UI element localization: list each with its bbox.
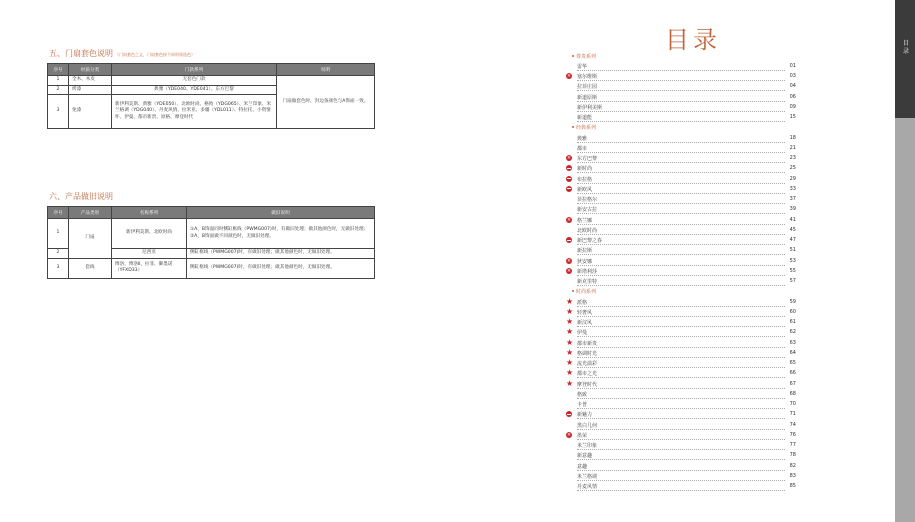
row-category: 套线 bbox=[69, 258, 112, 278]
distress-table bbox=[47, 206, 375, 279]
toc-item-page: 21 bbox=[789, 144, 796, 151]
toc-item-label: 塞尔维斯 bbox=[577, 74, 598, 80]
toc-item[interactable] bbox=[563, 482, 796, 492]
toc-item-label: 新道原斯 bbox=[577, 94, 598, 101]
toc-item-page: 62 bbox=[789, 329, 796, 336]
star-icon: ★ bbox=[566, 368, 574, 378]
toc-item-label: 新克里特 bbox=[577, 279, 598, 285]
toc-item[interactable] bbox=[563, 359, 796, 369]
close-circle-icon: × bbox=[566, 155, 572, 161]
toc-item-label: 东方巴黎 bbox=[577, 156, 598, 162]
minus-circle-icon bbox=[566, 186, 572, 192]
toc-item[interactable] bbox=[563, 420, 796, 430]
row-no: 2 bbox=[48, 85, 69, 95]
toc-item-label: 格调时光 bbox=[577, 350, 598, 357]
section6-title: 六、产品做旧说明 bbox=[49, 192, 113, 201]
row-series: 尼西亚 bbox=[112, 249, 187, 259]
toc-item-label: 流光溢彩 bbox=[577, 361, 598, 367]
toc-item[interactable] bbox=[563, 400, 796, 410]
toc-item[interactable] bbox=[563, 379, 796, 389]
toc-item-page: 09 bbox=[789, 103, 796, 110]
toc-item[interactable] bbox=[563, 338, 796, 348]
toc-item-page: 65 bbox=[789, 360, 796, 366]
toc-item[interactable] bbox=[563, 307, 796, 317]
toc-item-label: 格兰娜 bbox=[577, 217, 593, 224]
header-cell: 说明 bbox=[277, 64, 375, 76]
row-category: 门扇 bbox=[69, 219, 112, 259]
toc-item-page: 76 bbox=[789, 431, 796, 438]
star-icon: ★ bbox=[566, 306, 574, 316]
toc-item[interactable] bbox=[563, 195, 796, 205]
toc-group-label: 尊贵系列 bbox=[576, 53, 597, 60]
toc-item-page: 41 bbox=[789, 216, 796, 223]
toc-item-label: 新伊利美斯 bbox=[577, 104, 603, 111]
toc-item[interactable] bbox=[563, 215, 796, 225]
dot-leader bbox=[577, 490, 785, 491]
star-icon: ★ bbox=[566, 378, 574, 388]
door-color-table bbox=[47, 63, 375, 129]
toc-item-label: 格致 bbox=[577, 391, 588, 398]
toc-item[interactable] bbox=[563, 61, 796, 71]
toc-item[interactable] bbox=[563, 205, 796, 215]
toc-item[interactable] bbox=[563, 328, 796, 338]
toc-item[interactable] bbox=[563, 266, 796, 276]
toc-group bbox=[563, 123, 796, 133]
toc-item-page: 70 bbox=[789, 401, 796, 407]
toc-item-page: 60 bbox=[789, 308, 796, 315]
star-icon: ★ bbox=[566, 327, 574, 337]
row-no: 3 bbox=[48, 258, 69, 278]
bullet-icon bbox=[572, 126, 574, 128]
row-no: 1 bbox=[48, 219, 69, 249]
bullet-icon bbox=[572, 55, 574, 57]
toc-item[interactable] bbox=[563, 113, 796, 123]
toc-item[interactable] bbox=[563, 297, 796, 307]
minus-circle-icon bbox=[566, 411, 572, 417]
toc-item-page: 67 bbox=[789, 380, 796, 387]
toc-group bbox=[563, 51, 796, 61]
toc-item-page: 06 bbox=[789, 93, 796, 100]
table-row bbox=[48, 258, 375, 278]
toc-item-page: 59 bbox=[789, 298, 796, 305]
toc-item-page: 04 bbox=[789, 83, 796, 90]
toc-item[interactable] bbox=[563, 441, 796, 451]
header-cell: 名称系列 bbox=[112, 207, 187, 219]
toc-item-label: 派格 bbox=[577, 299, 588, 306]
toc-item-label: 意趣 bbox=[577, 463, 588, 470]
toc-item-page: 55 bbox=[789, 267, 796, 274]
close-circle-icon: × bbox=[566, 267, 572, 274]
toc-item-label: 伊曼 bbox=[577, 330, 588, 337]
toc-item-page: 51 bbox=[789, 247, 796, 254]
toc-item-label: 新欧风 bbox=[577, 186, 593, 193]
toc-item-page: 18 bbox=[789, 134, 796, 141]
toc-item-label: 新拉斯 bbox=[577, 248, 593, 255]
bullet-icon bbox=[572, 290, 574, 292]
toc-item[interactable] bbox=[563, 471, 796, 481]
toc-item-label: 新道能 bbox=[577, 115, 593, 121]
toc-item-label: 拉菲庄园 bbox=[577, 84, 598, 91]
header-cell: 材质分类 bbox=[69, 64, 112, 76]
toc-item-label: 菲拉格尔 bbox=[577, 197, 598, 203]
table-row bbox=[48, 219, 375, 249]
toc-item[interactable] bbox=[563, 72, 796, 82]
toc-item-page: 25 bbox=[789, 165, 796, 172]
row-material: 免漆 bbox=[69, 95, 112, 129]
toc-item-page: 63 bbox=[789, 339, 796, 346]
row-desc: 侧缸框线（PWMG007)时，有做旧处理；做其他颜色时，无做旧处理。 bbox=[187, 258, 375, 278]
toc-item-page: 68 bbox=[789, 390, 796, 397]
toc-item-page: 39 bbox=[789, 206, 796, 213]
toc-item-page: 66 bbox=[789, 370, 796, 377]
toc-item[interactable] bbox=[563, 461, 796, 471]
toc-item-label: 卡普 bbox=[577, 402, 588, 408]
row-series: 新伊利美斯、北欧时尚 bbox=[112, 219, 187, 249]
toc-item-page: 23 bbox=[789, 155, 796, 161]
toc-item[interactable] bbox=[563, 164, 796, 174]
row-material: 烤漆 bbox=[69, 85, 112, 95]
star-icon: ★ bbox=[566, 296, 574, 306]
toc-item-label: 米兰印象 bbox=[577, 443, 598, 449]
toc-item-label: 狄安娜 bbox=[577, 258, 593, 265]
toc-item[interactable] bbox=[563, 451, 796, 461]
toc-item-label: 墨荣 bbox=[577, 432, 588, 439]
sidebar bbox=[895, 0, 915, 522]
toc-item[interactable] bbox=[563, 246, 796, 256]
section5-heading: 五、门扇套色说明 bbox=[49, 49, 113, 58]
close-circle-icon: × bbox=[566, 73, 572, 79]
row-desc: ①A、B饰面同时侧缸框线（PWMG007)时，有做旧处理；做其他颜色时，无做旧处理；②A、B饰面做不同颜色时，无做旧处理。 bbox=[187, 219, 375, 249]
row-series: 博洛、博洛Ⅱ、拉菲、御墨诺（YFXD33） bbox=[112, 258, 187, 278]
toc-item-label: 雷华 bbox=[577, 63, 588, 70]
toc-item-page: 85 bbox=[789, 483, 796, 489]
toc-item[interactable] bbox=[563, 318, 796, 328]
header-cell: 做旧说明 bbox=[187, 207, 375, 219]
toc-list bbox=[563, 51, 796, 492]
toc-item-page: 74 bbox=[789, 421, 796, 428]
toc-item-label: 典雅 bbox=[577, 135, 588, 142]
row-no: 3 bbox=[48, 95, 69, 129]
toc-group bbox=[563, 287, 796, 297]
toc-item-page: 37 bbox=[789, 196, 796, 202]
toc-item[interactable] bbox=[563, 410, 796, 420]
row-desc: 侧缸框线（PWMG007)时，有做旧处理；做其他颜色时，无做旧处理。 bbox=[187, 249, 375, 259]
toc-item-page: 83 bbox=[789, 472, 796, 479]
header-cell: 门款系列 bbox=[112, 64, 277, 76]
toc-item[interactable] bbox=[563, 102, 796, 112]
toc-item-label: 北欧时尚 bbox=[577, 227, 598, 234]
toc-item[interactable] bbox=[563, 154, 796, 164]
table-header bbox=[48, 207, 375, 219]
toc-item[interactable] bbox=[563, 82, 796, 92]
toc-item-label: 新安古拉 bbox=[577, 207, 598, 214]
toc-item[interactable] bbox=[563, 369, 796, 379]
toc-item[interactable] bbox=[563, 184, 796, 194]
close-circle-icon: × bbox=[566, 257, 572, 264]
toc-item[interactable] bbox=[563, 174, 796, 184]
sidebar-tab-active[interactable] bbox=[895, 0, 915, 118]
star-icon: ★ bbox=[566, 347, 574, 357]
toc-group-label: 时尚系列 bbox=[576, 289, 597, 296]
toc-item-page: 57 bbox=[789, 278, 796, 284]
toc-item-label: 新汉风 bbox=[577, 320, 593, 326]
toc-item-label: 米兰格调 bbox=[577, 473, 598, 480]
toc-item-label: 丹麦风情 bbox=[577, 484, 598, 490]
minus-circle-icon bbox=[566, 176, 572, 182]
toc-item-page: 71 bbox=[789, 411, 796, 418]
toc-item-label: 摩登时代 bbox=[577, 381, 598, 388]
toc-title: 目录 bbox=[665, 26, 721, 54]
header-cell: 序号 bbox=[48, 64, 69, 76]
toc-item[interactable] bbox=[563, 143, 796, 153]
toc-item-page: 77 bbox=[789, 442, 796, 448]
minus-circle-icon bbox=[566, 165, 572, 171]
close-circle-icon: × bbox=[566, 431, 572, 438]
toc-item-label: 新魅力 bbox=[577, 412, 593, 419]
toc-item[interactable] bbox=[563, 133, 796, 143]
row-no: 1 bbox=[48, 76, 69, 86]
toc-item-label: 新塔利莎 bbox=[577, 268, 598, 275]
toc-item[interactable] bbox=[563, 389, 796, 399]
toc-item-label: 都市新贵 bbox=[577, 340, 598, 347]
toc-item-page: 01 bbox=[789, 62, 796, 69]
toc-item-page: 64 bbox=[789, 349, 796, 356]
toc-item-label: 新巴黎之春 bbox=[577, 238, 603, 244]
header-cell: 产品类别 bbox=[69, 207, 112, 219]
header-cell: 序号 bbox=[48, 207, 69, 219]
star-icon: ★ bbox=[566, 317, 574, 326]
toc-item-page: 78 bbox=[789, 452, 796, 459]
toc-item-page: 47 bbox=[789, 237, 796, 243]
toc-item-page: 15 bbox=[789, 114, 796, 120]
toc-group-label: 经典系列 bbox=[576, 125, 597, 132]
toc-item[interactable] bbox=[563, 348, 796, 358]
toc-item-label: 都市 bbox=[577, 145, 588, 152]
toc-item-label: 黑白几何 bbox=[577, 422, 598, 429]
row-series: 新伊利美斯、典雅（YDE050）、北欧时尚、格致（YDG065）、米兰印象、米兰格调（YDG040）、丹麦风情、拉米亚、多疆（YDL011）、特拉托、小资情怀、伊曼、都市新贵、原格、摩登时代 bbox=[112, 95, 277, 129]
row-no: 2 bbox=[48, 249, 69, 259]
table-row bbox=[48, 76, 375, 86]
toc-item[interactable] bbox=[563, 256, 796, 266]
color-desc: 门扇做套色时，封边条颜色与A饰面一致。 bbox=[277, 76, 375, 129]
toc-item-page: 03 bbox=[789, 73, 796, 79]
sidebar-label: 目录 bbox=[903, 40, 910, 55]
close-circle-icon: × bbox=[566, 216, 572, 223]
toc-item[interactable] bbox=[563, 225, 796, 235]
row-series: 无套色门款 bbox=[112, 76, 277, 86]
star-icon: ★ bbox=[566, 358, 574, 367]
toc-item[interactable] bbox=[563, 430, 796, 440]
toc-item-label: 轻奢风 bbox=[577, 309, 593, 316]
toc-item-label: 都市之光 bbox=[577, 371, 598, 378]
toc-item-page: 61 bbox=[789, 319, 796, 325]
toc-item-page: 53 bbox=[789, 257, 796, 264]
toc-item-page: 45 bbox=[789, 226, 796, 233]
toc-item[interactable] bbox=[563, 236, 796, 246]
toc-item-page: 82 bbox=[789, 462, 796, 469]
minus-circle-icon bbox=[566, 237, 572, 243]
row-series: 典雅（YDE040、YDE041）、东方巴黎 bbox=[112, 85, 277, 95]
toc-item-page: 33 bbox=[789, 185, 796, 192]
toc-item-label: 新时尚 bbox=[577, 166, 593, 173]
toc-item-label: 新意趣 bbox=[577, 453, 593, 460]
toc-item[interactable] bbox=[563, 92, 796, 102]
section5-note: （门扇套色之义，门扇套色按不同材质选色） bbox=[115, 52, 195, 57]
row-material: 全木、木皮 bbox=[69, 76, 112, 86]
toc-item-page: 29 bbox=[789, 175, 796, 182]
toc-item-label: 布拉格 bbox=[577, 176, 593, 183]
section5-title bbox=[49, 48, 195, 59]
star-icon: ★ bbox=[566, 337, 574, 347]
table-header bbox=[48, 64, 375, 76]
toc-item[interactable] bbox=[563, 277, 796, 287]
